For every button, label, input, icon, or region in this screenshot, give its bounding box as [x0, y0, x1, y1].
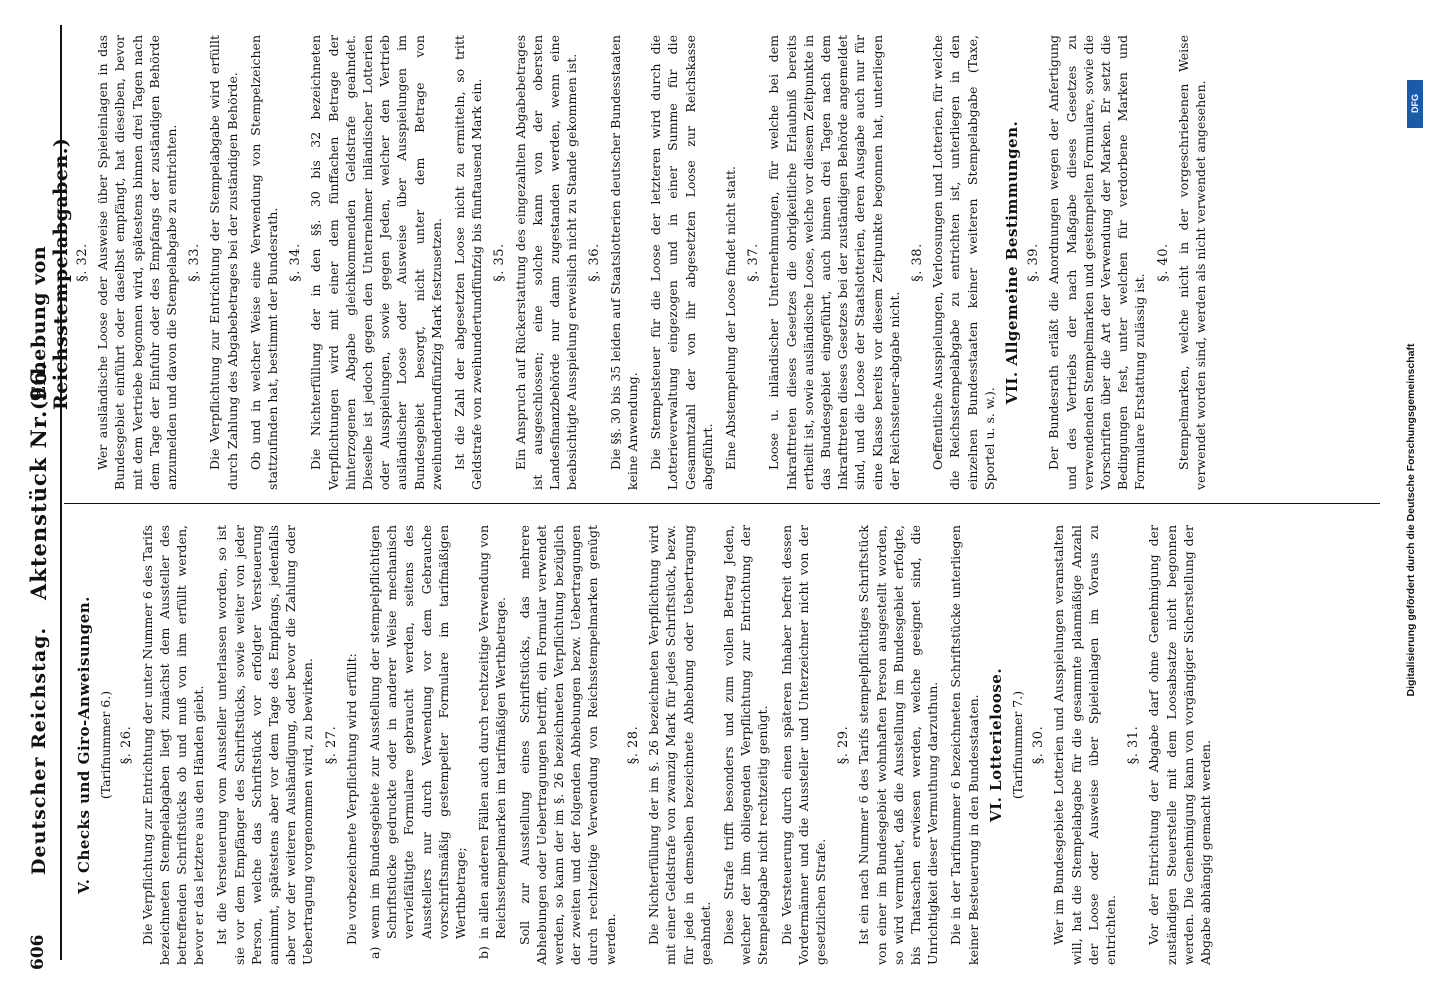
paragraph-text: Die §§. 30 bis 35 leiden auf Staatslotterien deutscher Bundesstaaten keine Anwendung.: [607, 35, 640, 490]
paragraph-heading-37: §. 37.: [746, 243, 762, 282]
header-document-number: Aktenstück Nr. 96.: [26, 361, 51, 600]
paragraph-text: Wer im Bundesgebiete Lotterien und Ausspielungen veranstalten will, hat die Stempelabgabe für die gesammte planmäßige Anzahl der Loose oder Ausweise über Spieleinlagen im Voraus zu entrichten.: [1051, 525, 1118, 965]
paragraph-heading-34: §. 34.: [288, 243, 304, 282]
paragraph-text: Die Nichterfüllung der im §. 26 bezeichneten Verpflichtung wird mit einer Geldstrafe von zwanzig Mark für jedes Schriftstück, bezw. für jede in demselben bezeichnete Abhebung oder Uebertragung geahndet.: [646, 525, 713, 965]
paragraph-text: Ist ein nach Nummer 6 des Tarifs stempelpflichtiges Schriftstück von einer im Bundesgebiet wohnhaften Person ausgestellt worden, so wird vermuthet, daß die Ausstellung im Bundesgebiet erfolgte, bis Thatsachen erwiesen werden, welche geeignet sind, die Unrichtigkeit dieser Vermuthung darzuthun.: [856, 525, 941, 965]
section-v-tariff: (Tarifnummer 6.): [98, 690, 114, 800]
list-label: b): [476, 946, 492, 959]
paragraph-heading-36: §. 36.: [587, 243, 603, 282]
page-number: 606: [28, 934, 48, 970]
paragraph-text: Die in der Tarifnummer 6 bezeichneten Schriftstücke unterliegen keiner Besteuerung in den Bundesstaaten.: [948, 525, 981, 965]
section-heading-vii: VII. Allgemeine Bestimmungen.: [1002, 120, 1021, 405]
paragraph-text: Stempelmarken, welche nicht in der vorgeschriebenen Weise verwendet worden sind, werden als nicht verwendet angesehen.: [1175, 35, 1208, 490]
page-header: [24, 25, 72, 970]
list-item: [475, 525, 509, 965]
paragraph-text: Ob und in welcher Weise eine Verwendung von Stempelzeichen stattzufinden hat, bestimmt der Bundesrath.: [247, 35, 281, 490]
section-heading-v: V. Checks und Giro-Anweisungen.: [75, 596, 93, 894]
paragraph-text: Ist die Versteuerung vom Aussteller unterlassen worden, so ist sie vor dem Empfänger des Schriftstücks, sowie weiter von jeder Person, welche das Schriftstück vor erfolgter Versteuerung annimmt, spätestens aber vor dem Tage des Empfangs, jedenfalls aber vor der weiteren Aushändigung, oder bevor die Zahlung oder Uebertragung vorgenommen wird, zu bewirken.: [214, 525, 316, 965]
paragraph-heading-31: §. 31.: [1126, 725, 1142, 765]
paragraph-text: Die Stempelsteuer für die Loose der letzteren wird durch die Lotterieverwaltung eingezogen und in einer Summe für die Gesammtzahl der von ihr abgesetzten Loose zur Reichskasse abgeführt.: [648, 35, 715, 490]
paragraph-heading-40: §. 40.: [1155, 243, 1171, 282]
paragraph-text: Die vorbezeichnete Verpflichtung wird erfüllt:: [343, 653, 359, 945]
paragraph-text: Wer ausländische Loose oder Ausweise über Spieleinlagen in das Bundesgebiet einführt oder daselbst empfängt, hat dieselben, bevor mit dem Vertriebe begonnen wird, spätestens binnen drei Tagen nach dem Tage der Einfuhr oder des Empfangs der zuständigen Behörde anzumelden und davon die Stempelabgabe zu entrichten.: [95, 35, 180, 490]
paragraph-heading-38: §. 38.: [909, 243, 925, 282]
paragraph-text: Die Nichterfüllung der in den §§. 30 bis 32 bezeichneten Verpflichtungen wird mit einer dem fünffachen Betrage der hinterzogenen Abgabe gleichkommenden Geldstrafe geahndet. Dieselbe ist jedoch gegen den Unternehmer inländischer Lotterien oder Ausspielungen, sowie gegen Jeden, welcher den Vertrieb ausländischer Loose oder Ausweise über Ausspielungen im Bundesgebiet besorgt, nicht unter dem Betrage von zweihundertundfünfzig Mark festzusetzen.: [308, 35, 444, 490]
paragraph-heading-26: §. 26.: [119, 725, 135, 765]
paragraph-text: Eine Abstempelung der Loose findet nicht statt.: [722, 165, 738, 470]
paragraph-heading-28: §. 28.: [625, 725, 641, 765]
list-item-text: wenn im Bundesgebiete zur Ausstellung der stempelpflichtigen Schriftstücke gedruckte oder in anderer Weise mechanisch vervielfältigte Formulare gebraucht werden, seitens des Ausstellers nur durch Verwendung vor dem Gebrauche vorschriftsmäßig gestempelter Formulare im tarifmäßigen Werthbetrage;: [367, 525, 469, 939]
paragraph-text: Diese Strafe trifft besonders und zum vollen Betrag Jeden, welcher der ihm obliegenden Verpflichtung zur Entrichtung der Stempelabgabe nicht rechtzeitig genügt.: [720, 525, 771, 965]
credit-text: Digitalisierung gefördert durch die Deutsche Forschungsgemeinschaft: [1405, 343, 1417, 697]
paragraph-heading-35: §. 35.: [492, 243, 508, 282]
list-item: [366, 525, 469, 965]
paragraph-text: Der Bundesrath erläßt die Anordnungen wegen der Anfertigung und des Vertriebs der nach Maßgabe dieses Gesetzes zu verwendenden Stempelmarken und gestempelten Formulare, sowie die Vorschriften über die Art der Verwendung der Marken. Er setzt die Bedingungen fest, unter welchen für verdorbene Marken und Formulare Erstattung zulässig ist.: [1046, 35, 1148, 490]
right-column: [70, 35, 1215, 490]
paragraph-text: Ein Anspruch auf Rückerstattung des eingezahlten Abgabebetrages ist ausgeschlossen; eine solche kann von der obersten Landesfinanzbehörde nur dann zugestanden werden, wenn eine beabsichtigte Ausspielung erweislich nicht zu Stande gekommen ist.: [512, 35, 580, 490]
paragraph-heading-29: §. 29.: [836, 725, 852, 765]
paragraph-text: Die Verpflichtung zur Entrichtung der Stempelabgabe wird erfüllt durch Zahlung des Abgabebetrages bei der zuständigen Behörde.: [207, 35, 240, 490]
section-vi-tariff: (Tarifnummer 7.): [1009, 690, 1025, 800]
dfg-logo-badge: DFG: [1407, 80, 1423, 128]
paragraph-heading-32: §. 32.: [75, 243, 90, 282]
section-heading-vi: VI. Lotterieloose.: [986, 667, 1005, 823]
paragraph-heading-27: §. 27.: [323, 725, 339, 765]
paragraph-text: Die Verpflichtung zur Entrichtung der unter Nummer 6 des Tarifs bezeichneten Stempelabgaben liegt zunächst dem Aussteller des betreffenden Schriftstücks ob und muß von ihm erfüllt werden, bevor er das letztere aus den Händen giebt.: [139, 525, 207, 965]
list-label: a): [367, 946, 383, 959]
column-divider: [64, 503, 1380, 504]
paragraph-text: Die Versteuerung durch einen späteren Inhaber befreit dessen Vordermänner und die Aussteller und Unterzeichner nicht von der gesetzlichen Strafe.: [778, 525, 828, 965]
digitization-credit: [1405, 80, 1425, 960]
paragraph-heading-30: §. 30.: [1031, 725, 1047, 765]
header-right-title: (Erhebung von Reichsstempelabgaben.): [28, 137, 72, 410]
paragraph-text: Ist die Zahl der abgesetzten Loose nicht zu ermitteln, so tritt Geldstrafe von zweihundertundfünfzig bis fünftausend Mark ein.: [452, 35, 485, 490]
paragraph-text: Soll zur Ausstellung eines Schriftstücks, das mehrere Abhebungen oder Uebertragungen betrifft, ein Formular verwendet werden, so kann der im §. 26 bezeichneten Verpflichtung bezüglich der zweiten und der folgenden Abhebungen bezw. Uebertragungen durch rechtzeitige Verwendung von Reichsstempelmarken genügt werden.: [516, 525, 618, 965]
paragraph-text: Oeffentliche Ausspielungen, Verloosungen und Lotterien, für welche die Reichsstempelabgabe zu entrichten ist, unterliegen in den einzelnen Bundesstaaten keiner weiteren Stempelabgabe (Taxe, Sportel u. s. w.).: [930, 35, 997, 490]
list-item-text: in allen anderen Fällen auch durch rechtzeitige Verwendung von Reichsstempelmarken im tarifmäßigen Werthbetrage.: [476, 525, 509, 939]
header-rule: [60, 25, 62, 960]
paragraph-text: Vor der Entrichtung der Abgabe darf ohne Genehmigung der zuständigen Steuerstelle mit dem Loosabsatze nicht begonnen werden. Die Genehmigung kann von vorgängiger Sicherstellung der Abgabe abhängig gemacht werden.: [1146, 525, 1213, 965]
header-left-title: Deutscher Reichstag.: [28, 626, 50, 875]
paragraph-heading-33: §. 33.: [187, 243, 203, 282]
paragraph-text: Loose u. inländischer Unternehmungen, für welche bei dem Inkrafttreten dieses Gesetzes die obrigkeitliche Erlaubniß bereits ertheilt ist, sowie ausländische Loose, welche vor diesem Zeitpunkte in das Bundesgebiet eingeführt, auch binnen drei Tagen nach dem Inkrafttreten dieses Gesetzes bei der zuständigen Behörde angemeldet sind, und die Loose der Staatslotterien, deren Ausgabe auch nur für eine Klasse bereits vor diesem Zeitpunkte begonnen hat, unterliegen der Reichssteuer-abgabe nicht.: [766, 35, 902, 490]
left-column: [70, 525, 1220, 965]
paragraph-heading-39: §. 39.: [1026, 243, 1042, 282]
